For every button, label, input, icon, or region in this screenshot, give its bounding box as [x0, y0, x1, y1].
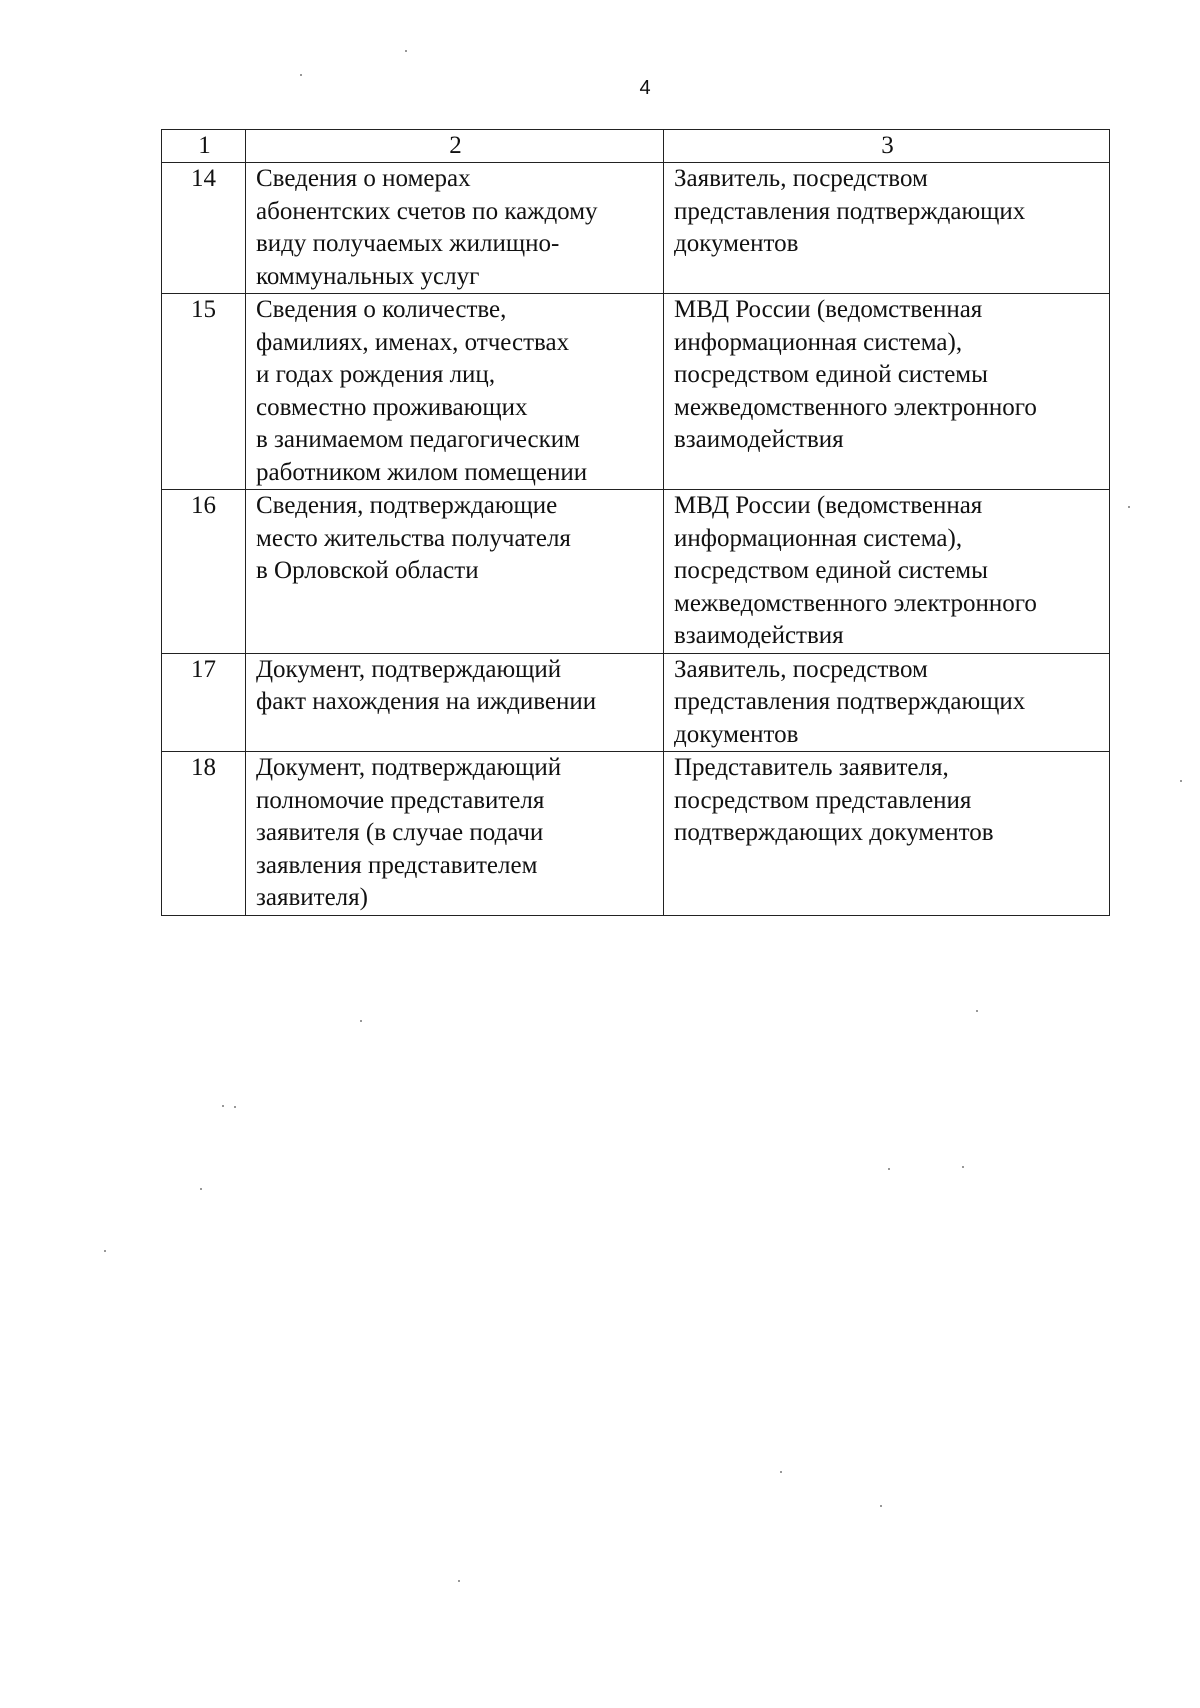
column-header-1: 1: [162, 130, 246, 163]
table-row: [162, 653, 1110, 752]
scan-speck: [458, 1580, 460, 1582]
scan-speck: [880, 1505, 882, 1507]
page-number: 4: [639, 77, 651, 99]
row-info: Сведения о номерах абонентских счетов по каждому виду получаемых жилищно- коммунальных услуг: [246, 163, 664, 294]
table-row: [162, 490, 1110, 654]
scan-speck: [888, 1168, 890, 1170]
scan-speck: [234, 1106, 236, 1108]
table-row: [162, 752, 1110, 916]
row-info: Документ, подтверждающий факт нахождения на иждивении: [246, 653, 664, 752]
table-row: [162, 163, 1110, 294]
scan-speck: [300, 74, 302, 76]
scan-speck: [1128, 506, 1130, 508]
row-number: 18: [162, 752, 246, 916]
row-source: Заявитель, посредством представления подтверждающих документов: [664, 653, 1110, 752]
scan-speck: [780, 1471, 782, 1473]
row-source: МВД России (ведомственная информационная система), посредством единой системы межведомственного электронного взаимодействия: [664, 294, 1110, 490]
scan-speck: [360, 1020, 362, 1022]
row-info: Сведения, подтверждающие место жительства получателя в Орловской области: [246, 490, 664, 654]
row-number: 15: [162, 294, 246, 490]
table-header-row: [162, 130, 1110, 163]
row-number: 14: [162, 163, 246, 294]
scan-speck: [405, 50, 407, 52]
row-info: Сведения о количестве, фамилиях, именах, отчествах и годах рождения лиц, совместно проживающих в занимаемом педагогическим работником жилом помещении: [246, 294, 664, 490]
table-row: [162, 294, 1110, 490]
row-source: Заявитель, посредством представления подтверждающих документов: [664, 163, 1110, 294]
scan-speck: [222, 1105, 224, 1107]
scan-speck: [962, 1166, 964, 1168]
scan-speck: [1180, 780, 1182, 782]
row-number: 17: [162, 653, 246, 752]
row-source: Представитель заявителя, посредством представления подтверждающих документов: [664, 752, 1110, 916]
scan-speck: [976, 1010, 978, 1012]
row-source: МВД России (ведомственная информационная система), посредством единой системы межведомственного электронного взаимодействия: [664, 490, 1110, 654]
scan-speck: [104, 1250, 106, 1252]
scan-speck: [200, 1188, 202, 1190]
column-header-2: 2: [246, 130, 664, 163]
column-header-3: 3: [664, 130, 1110, 163]
row-info: Документ, подтверждающий полномочие представителя заявителя (в случае подачи заявления представителем заявителя): [246, 752, 664, 916]
document-table: [161, 129, 1110, 916]
row-number: 16: [162, 490, 246, 654]
